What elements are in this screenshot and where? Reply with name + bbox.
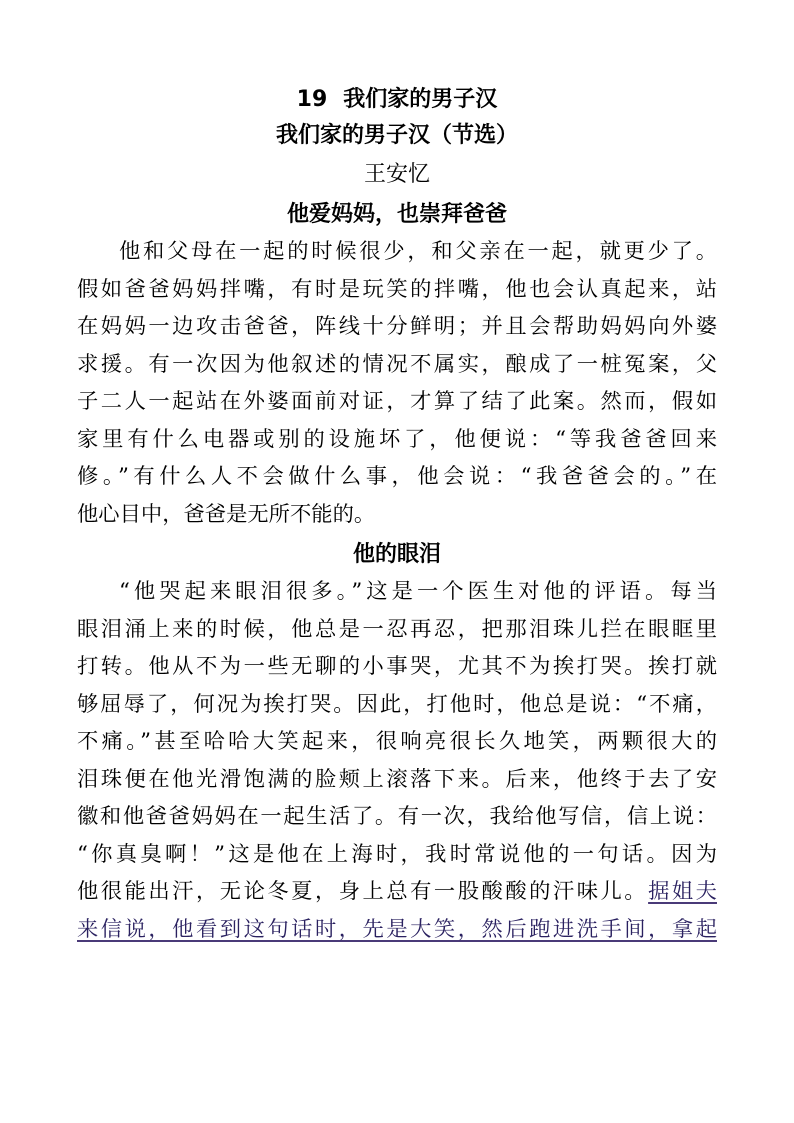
section-heading-1: 他爱妈妈，也崇拜爸爸 [286,201,507,227]
underlined-paragraph-line: 来信说，他看到这句话时，先是大笑，然后跑进洗手间，拿起 [77,916,717,942]
paragraph-line: 修。”有什么人不会做什么事，他会说：“我爸爸会的。”在 [77,464,717,489]
paragraph-line: 泪珠便在他光滑饱满的脸颊上滚落下来。后来，他终于去了安 [77,766,717,792]
author-name: 王安忆 [363,162,430,187]
paragraph-line: 他心目中，爸爸是无所不能的。 [77,501,376,527]
paragraph-line: 打转。他从不为一些无聊的小事哭，尤其不为挨打哭。挨打就 [77,654,717,679]
paragraph-line: 求援。有一次因为他叙述的情况不属实，酿成了一桩冤案，父 [77,351,717,377]
paragraph-line-with-underline [77,873,717,911]
paragraph-line: 眼泪涌上来的时候，他总是一忍再忍，把那泪珠儿拦在眼眶里 [77,616,717,642]
section-heading-2: 他的眼泪 [352,541,441,567]
paragraph-line-text: 他很能出汗，无论冬夏，身上总有一股酸酸的汗味儿。 [77,879,649,904]
paragraph-line: 在妈妈一边攻击爸爸，阵线十分鲜明；并且会帮助妈妈向外婆 [77,314,717,339]
paragraph-line: 子二人一起站在外婆面前对证，才算了结了此案。然而，假如 [77,389,717,414]
paragraph-line: “他哭起来眼泪很多。”这是一个医生对他的评语。每当 [119,579,717,604]
section-2-body [77,573,717,948]
document-page [77,82,717,948]
article-subtitle: 我们家的男子汉（节选） [275,123,518,148]
section-1-body [77,233,717,533]
lesson-title [77,82,717,117]
paragraph-line: 不痛。”甚至哈哈大笑起来，很响亮很长久地笑，两颗很大的 [77,729,717,754]
paragraph-line: 够屈辱了，何况为挨打哭。因此，打他时，他总是说：“不痛， [77,691,717,717]
lesson-number: 19 [296,87,328,112]
paragraph-line: “你真臭啊！”这是他在上海时，我时常说他的一句话。因为 [77,841,717,867]
paragraph-line: 他和父母在一起的时候很少，和父亲在一起，就更少了。 [119,239,717,264]
paragraph-line: 假如爸爸妈妈拌嘴，有时是玩笑的拌嘴，他也会认真起来，站 [77,276,717,302]
paragraph-line: 徽和他爸爸妈妈在一起生活了。有一次，我给他写信，信上说： [77,804,717,829]
underlined-text: 据姐夫 [648,879,717,904]
paragraph-line: 家里有什么电器或别的设施坏了，他便说：“等我爸爸回来 [77,426,717,452]
lesson-title-text: 我们家的男子汉 [343,87,498,112]
